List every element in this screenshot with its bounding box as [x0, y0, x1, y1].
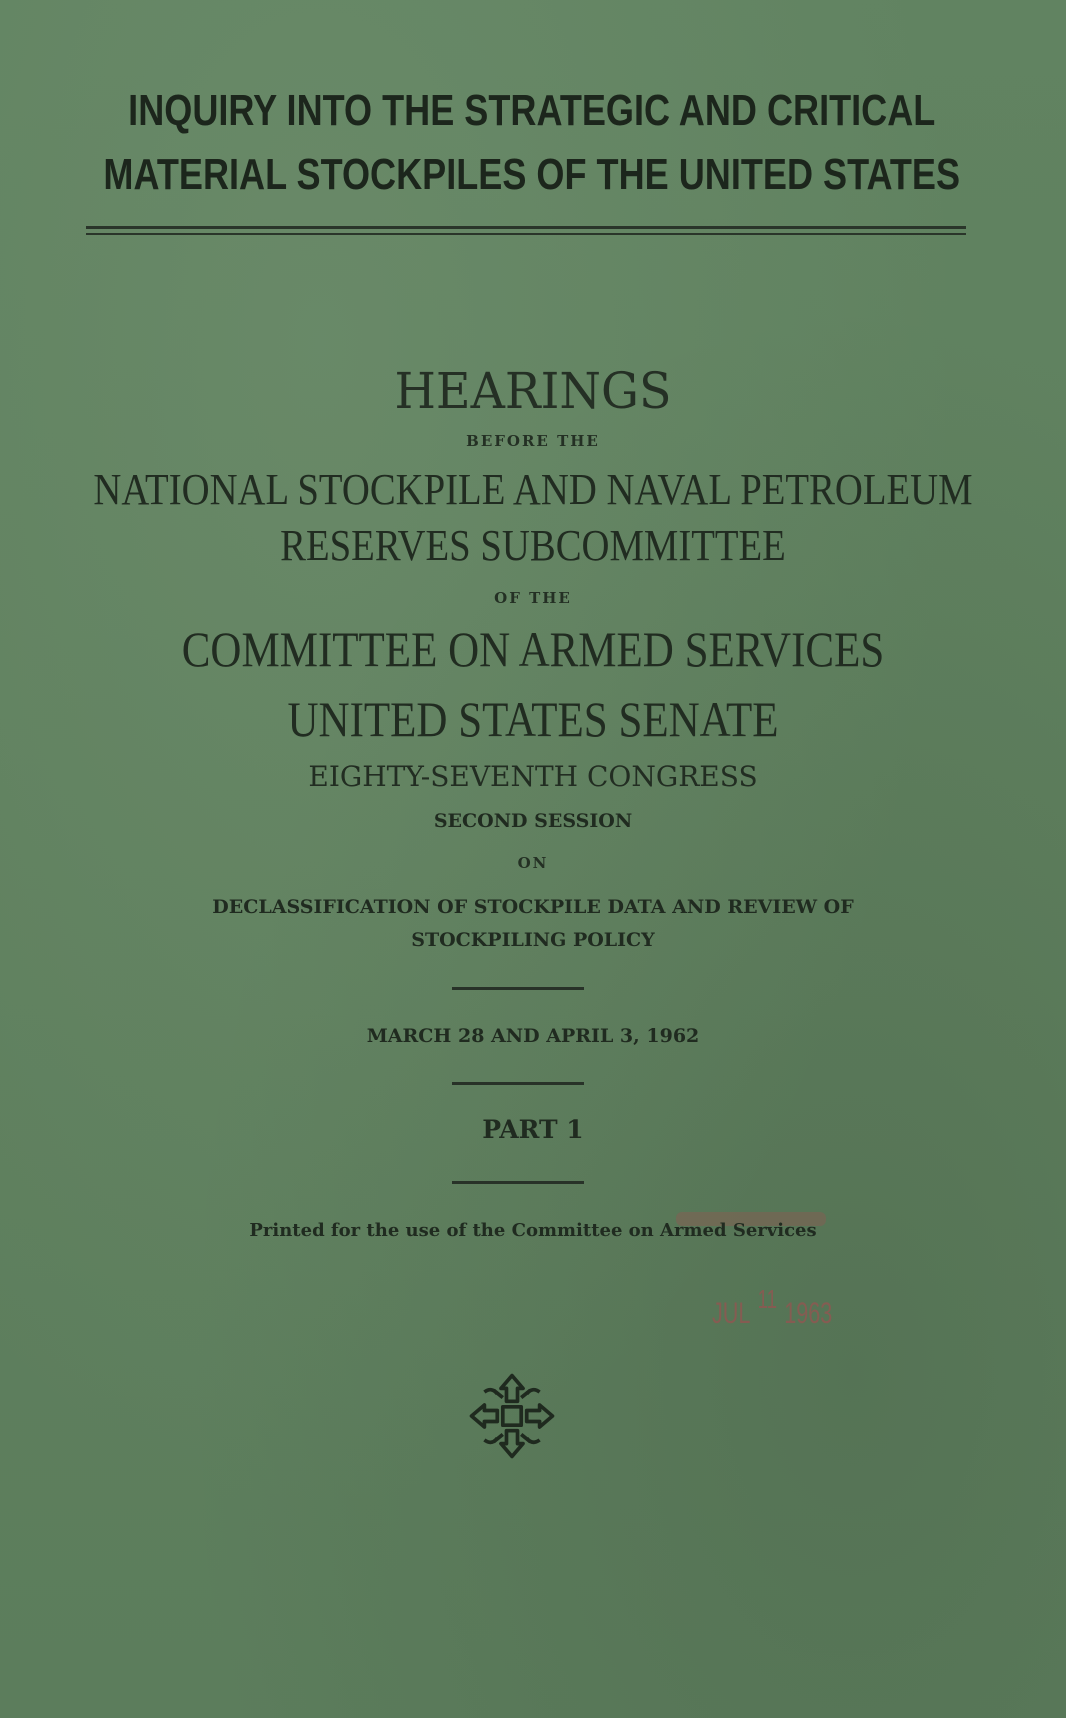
before-the-text: BEFORE THE [466, 432, 600, 450]
hearings-heading: HEARINGS [394, 362, 672, 420]
stamp-day: 11 [757, 1284, 778, 1314]
divider-1 [452, 987, 584, 990]
title-rule-bottom [86, 233, 966, 235]
title-rule-top [86, 226, 966, 229]
stamp-month: JUL [712, 1297, 751, 1330]
printed-for-text: Printed for the use of the Committee on Armed Services [249, 1220, 817, 1241]
hearing-dates: MARCH 28 AND APRIL 3, 1962 [366, 1025, 700, 1047]
of-the-text: OF THE [494, 589, 572, 607]
stamp-year: 1963 [784, 1297, 833, 1330]
committee-name: COMMITTEE ON ARMED SERVICES [181, 621, 885, 677]
senate-name: UNITED STATES SENATE [287, 691, 779, 747]
gpo-printer-emblem-icon [466, 1370, 558, 1462]
part-label: PART 1 [482, 1115, 584, 1144]
session-text: SECOND SESSION [433, 810, 633, 832]
divider-2 [452, 1082, 584, 1085]
congress-text: EIGHTY-SEVENTH CONGRESS [308, 760, 758, 793]
subject-line-2: STOCKPILING POLICY [411, 929, 655, 951]
received-date-stamp [712, 1284, 833, 1331]
on-text: ON [517, 854, 549, 872]
divider-3 [452, 1181, 584, 1184]
subject-line-1: DECLASSIFICATION OF STOCKPILE DATA AND REVIEW OF [212, 896, 854, 918]
title-line-1: INQUIRY INTO THE STRATEGIC AND CRITICAL [128, 86, 936, 135]
title-line-2: MATERIAL STOCKPILES OF THE UNITED STATES [103, 150, 961, 199]
subcommittee-line-2: RESERVES SUBCOMMITTEE [280, 521, 786, 570]
subcommittee-line-1: NATIONAL STOCKPILE AND NAVAL PETROLEUM [93, 465, 973, 514]
